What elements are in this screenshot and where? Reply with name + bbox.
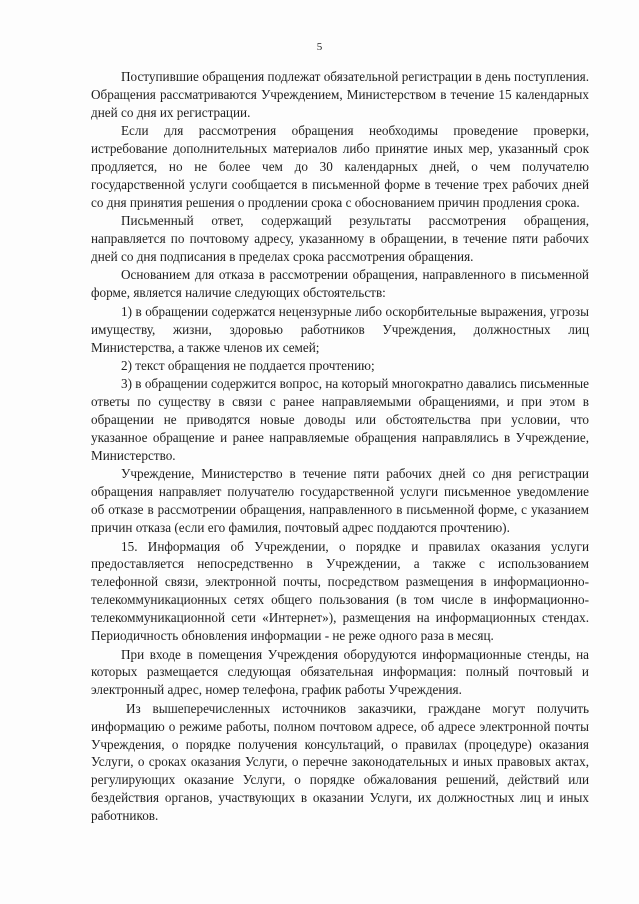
paragraph: Из вышеперечисленных источников заказчики, граждане могут получить информацию о режиме работы, полном почтовом адресе, об адресе электронной почты Учреждения, о порядке получения консультаций, о правилах (процедуре) оказания Услуги, о сроках оказания Услуги, о перечне законодательных и иных правовых актах, регулирующих оказание Услуги, о порядке обжалования решений, действий или бездействия органов, участвующих в оказании Услуги, их должностных лиц и иных работников.	[91, 700, 589, 824]
paragraph: Учреждение, Министерство в течение пяти рабочих дней со дня регистрации обращения направляет получателю государственной услуги письменное уведомление об отказе в рассмотрении обращения, направленного в письменной форме, с указанием причин отказа (если его фамилия, почтовый адрес поддаются прочтению).	[91, 466, 589, 536]
paragraph: Письменный ответ, содержащий результаты рассмотрения обращения, направляется по почтовому адресу, указанному в обращении, в течение пяти рабочих дней со дня подписания в пределах срока рассмотрения обращения.	[91, 213, 589, 265]
paragraph: Если для рассмотрения обращения необходимы проведение проверки, истребование дополнительных материалов либо принятие иных мер, указанный срок продляется, но не более чем до 30 календарных дней, о чем получателю государственной услуги сообщается в письменной форме в течение трех рабочих дней со дня принятия решения о продлении срока с обоснованием причин продления срока.	[91, 123, 589, 210]
list-item: 1) в обращении содержатся нецензурные либо оскорбительные выражения, угрозы имуществу, жизни, здоровью работников Учреждения, должностных лиц Министерства, а также членов их семей;	[91, 303, 589, 355]
paragraph: Основанием для отказа в рассмотрении обращения, направленного в письменной форме, является наличие следующих обстоятельств:	[91, 267, 589, 301]
paragraph: При входе в помещения Учреждения оборудуются информационные стенды, на которых размещается следующая обязательная информация: полный почтовый и электронный адрес, номер телефона, график работы Учреждения.	[91, 646, 589, 698]
list-item: 3) в обращении содержится вопрос, на который многократно давались письменные ответы по существу в связи с ранее направляемыми обращениями, и при этом в обращении не приводятся новые доводы или обстоятельства при условии, что указанное обращение и ранее направляемые обращения направлялись в Учреждение, Министерство.	[91, 376, 589, 464]
page-number: 5	[316, 41, 323, 53]
paragraph: Поступившие обращения подлежат обязательной регистрации в день поступления. Обращения рассматриваются Учреждением, Министерством в течение 15 календарных дней со дня их регистрации.	[91, 69, 589, 120]
document-body	[91, 68, 589, 826]
paragraph: 15. Информация об Учреждении, о порядке и правилах оказания услуги предоставляется непосредственно в Учреждении, а также с использованием телефонной связи, электронной почты, посредством размещения в информационно-телекоммуникационных сетях общего пользования (в том числе в информационно-телекоммуникационной сети «Интернет»), размещения на информационных стендах. Периодичность обновления информации - не реже одного раза в месяц.	[91, 538, 589, 644]
list-item: 2) текст обращения не поддается прочтению;	[121, 358, 375, 373]
